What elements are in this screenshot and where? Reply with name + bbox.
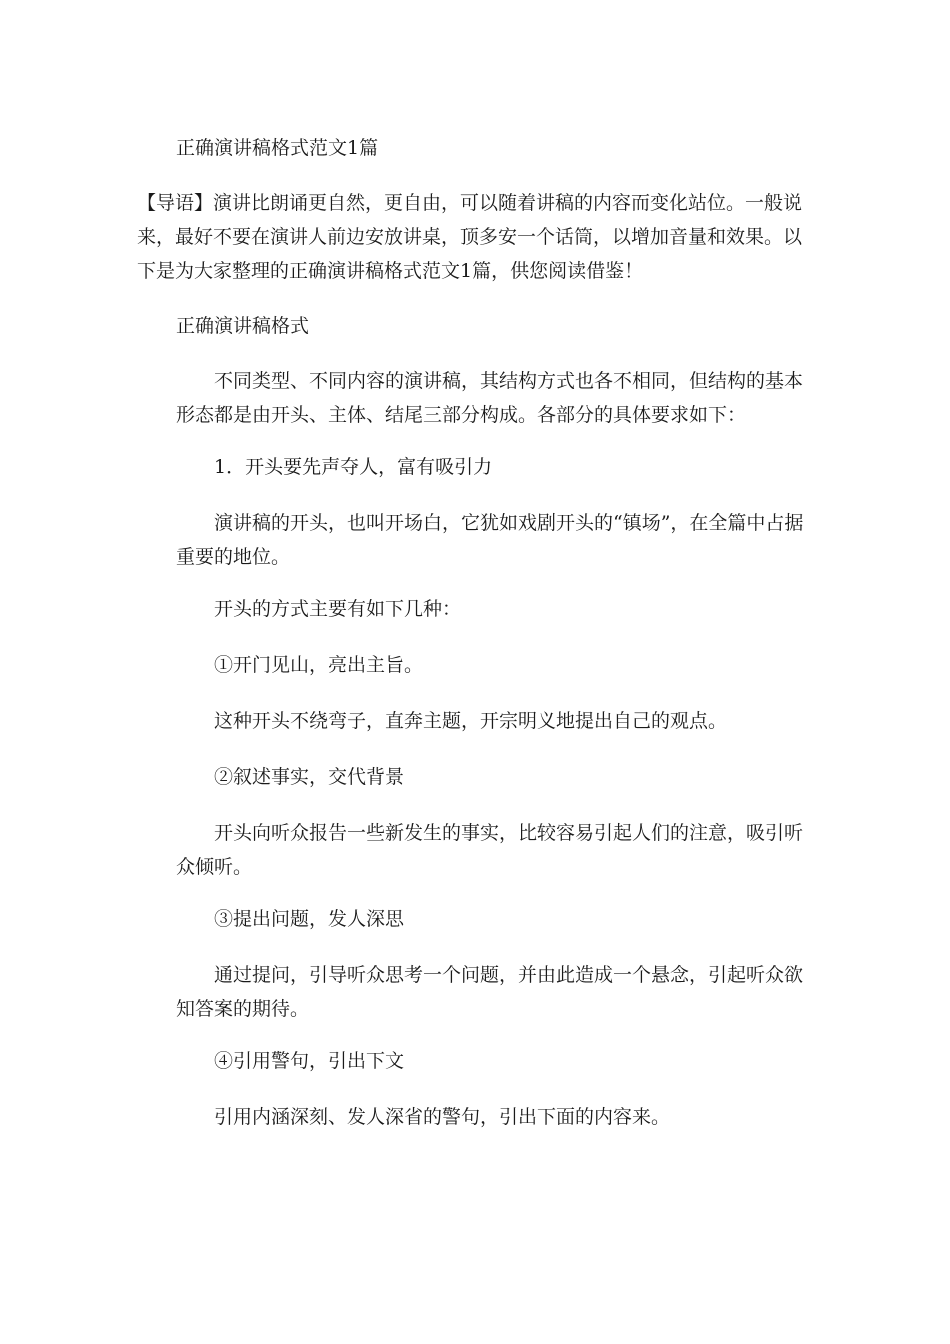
intro-paragraph: 【导语】演讲比朗诵更自然，更自由，可以随着讲稿的内容而变化站位。一般说来，最好不要在演讲人前边安放讲桌，顶多安一个话筒，以增加音量和效果。以下是为大家整理的正确演讲稿格式范文1篇，供您阅读借鉴！ (137, 192, 803, 282)
method-item-3: ③提出问题，发人深思 (214, 908, 405, 930)
method-desc-1: 这种开头不绕弯子，直奔主题，开宗明义地提出自己的观点。 (214, 710, 728, 732)
structure-paragraph: 不同类型、不同内容的演讲稿，其结构方式也各不相同，但结构的基本形态都是由开头、主体、结尾三部分构成。各部分的具体要求如下： (176, 370, 804, 426)
section-heading: 正确演讲稿格式 (176, 315, 310, 337)
method-item-2: ②叙述事实，交代背景 (214, 766, 405, 788)
method-desc-2: 开头向听众报告一些新发生的事实，比较容易引起人们的注意，吸引听众倾听。 (176, 822, 804, 878)
method-item-4: ④引用警句，引出下文 (214, 1050, 405, 1072)
method-desc-3: 通过提问，引导听众思考一个问题，并由此造成一个悬念，引起听众欲知答案的期待。 (176, 964, 804, 1020)
point-heading-1: 1．开头要先声夺人，富有吸引力 (214, 456, 493, 478)
method-desc-4: 引用内涵深刻、发人深省的警句，引出下面的内容来。 (214, 1106, 671, 1128)
methods-intro: 开头的方式主要有如下几种： (214, 598, 462, 620)
document-title: 正确演讲稿格式范文1篇 (176, 137, 379, 159)
opening-paragraph: 演讲稿的开头，也叫开场白，它犹如戏剧开头的“镇场”，在全篇中占据重要的地位。 (176, 512, 804, 568)
method-item-1: ①开门见山，亮出主旨。 (214, 654, 424, 676)
